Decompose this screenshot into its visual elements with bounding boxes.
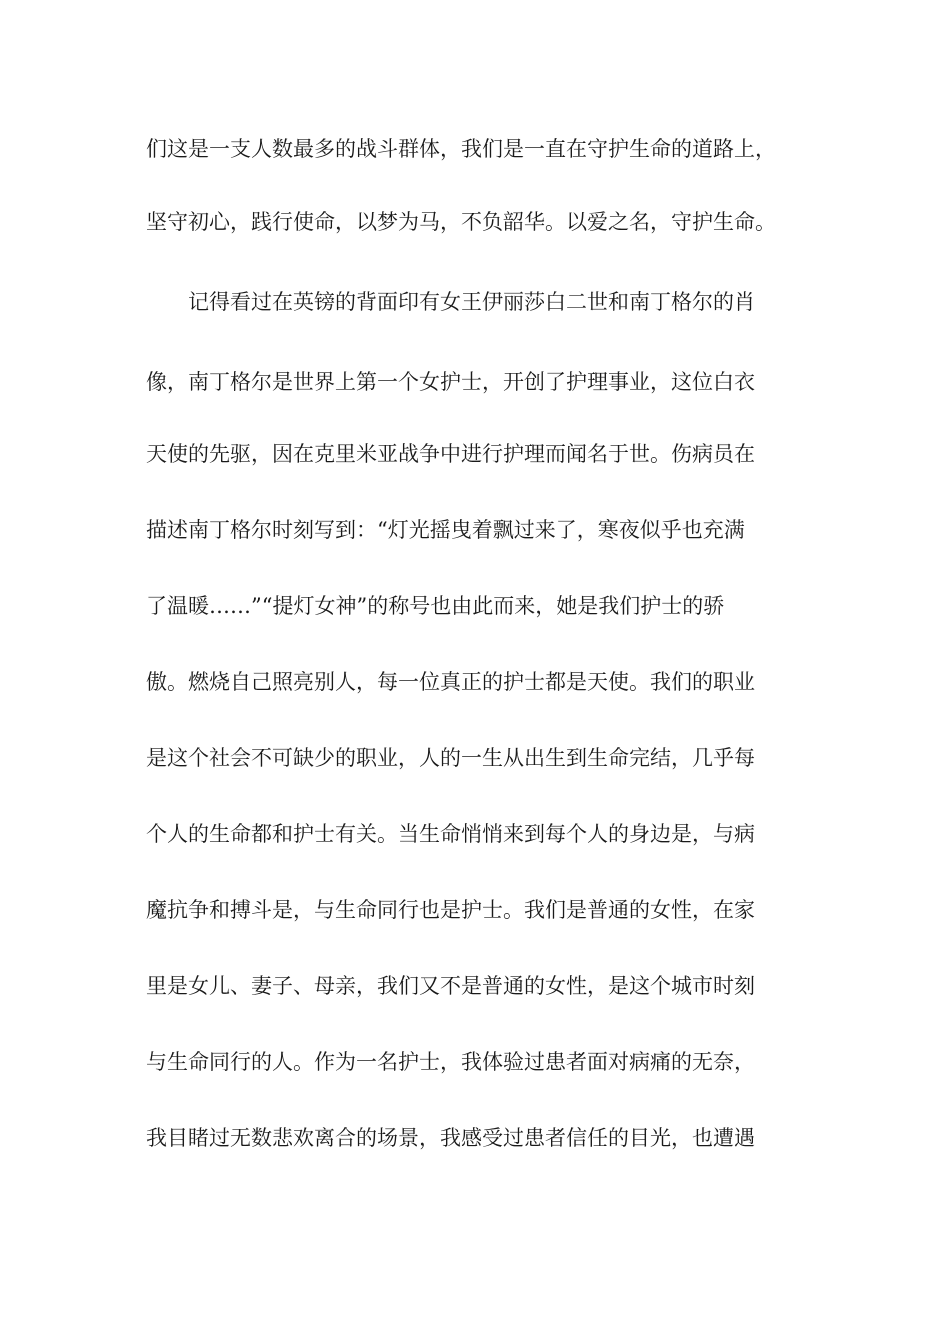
text-line: 是这个社会不可缺少的职业，人的一生从出生到生命完结，几乎每 bbox=[146, 746, 755, 770]
text-line: 里是女儿、妻子、母亲，我们又不是普通的女性，是这个城市时刻 bbox=[146, 974, 755, 998]
text-line: 像，南丁格尔是世界上第一个女护士，开创了护理事业，这位白衣 bbox=[146, 370, 755, 394]
text-line: 个人的生命都和护士有关。当生命悄悄来到每个人的身边是，与病 bbox=[146, 822, 755, 846]
text-line: 傲。燃烧自己照亮别人，每一位真正的护士都是天使。我们的职业 bbox=[146, 670, 755, 694]
paragraph-first-line: 记得看过在英镑的背面印有女王伊丽莎白二世和南丁格尔的肖 bbox=[188, 290, 755, 314]
text-line: 坚守初心，践行使命，以梦为马，不负韶华。以爱之名，守护生命。 bbox=[146, 210, 776, 234]
text-line: 与生命同行的人。作为一名护士，我体验过患者面对病痛的无奈， bbox=[146, 1050, 755, 1074]
text-line: 我目睹过无数悲欢离合的场景，我感受过患者信任的目光，也遭遇 bbox=[146, 1126, 755, 1150]
text-line: 们这是一支人数最多的战斗群体，我们是一直在守护生命的道路上， bbox=[146, 137, 776, 161]
text-line: 了温暖……”“提灯女神”的称号也由此而来，她是我们护士的骄 bbox=[146, 594, 725, 618]
text-line: 描述南丁格尔时刻写到：“灯光摇曳着飘过来了，寒夜似乎也充满 bbox=[146, 518, 745, 542]
text-line: 天使的先驱，因在克里米亚战争中进行护理而闻名于世。伤病员在 bbox=[146, 442, 755, 466]
text-line: 魔抗争和搏斗是，与生命同行也是护士。我们是普通的女性，在家 bbox=[146, 898, 755, 922]
